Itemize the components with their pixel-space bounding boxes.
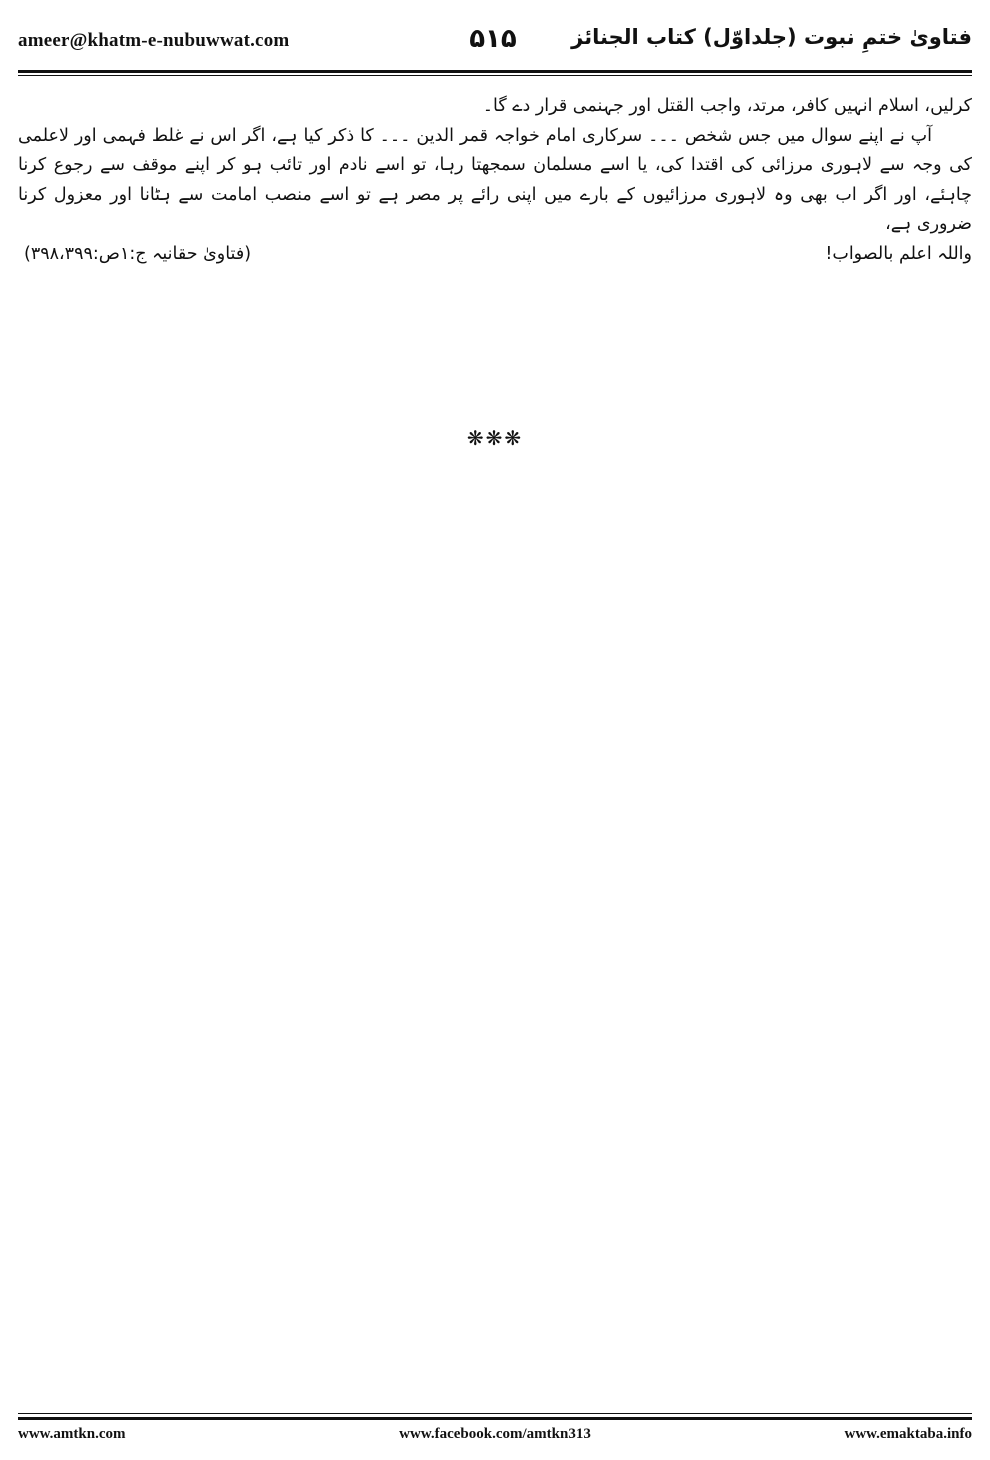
page-number: ۵۱۵ xyxy=(469,24,517,54)
footer-link-emaktaba[interactable]: www.emaktaba.info xyxy=(844,1426,972,1442)
header-rule-thick xyxy=(18,70,972,73)
footer-rule-thick xyxy=(18,1417,972,1420)
page-header xyxy=(18,22,972,68)
section-separator: ❋❋❋ xyxy=(466,426,524,450)
footer-link-facebook[interactable]: www.facebook.com/amtkn313 xyxy=(399,1426,591,1442)
header-email: ameer@khatm-e-nubuwwat.com xyxy=(18,30,290,51)
closing-phrase: واللہ اعلم بالصواب! xyxy=(825,243,972,264)
footer-link-amtkn[interactable]: www.amtkn.com xyxy=(18,1426,126,1442)
citation: (فتاویٰ حقانیہ ج:۱ص:۳۹۸،۳۹۹) xyxy=(24,243,252,264)
body-text xyxy=(18,92,972,269)
paragraph-1: کرلیں، اسلام انہیں کافر، مرتد، واجب القتل اور جہنمی قرار دے گا۔ xyxy=(482,96,972,116)
header-title: فتاویٰ ختمِ نبوت (جلداوّل) کتاب الجنائز xyxy=(571,25,972,49)
footer-rule-thin xyxy=(18,1413,972,1414)
header-rule-thin xyxy=(18,75,972,76)
paragraph-2: آپ نے اپنے سوال میں جس شخص ۔۔۔ سرکاری امام خواجہ قمر الدین ۔۔۔ کا ذکر کیا ہے، اگر اس نے غلط فہمی اور لاعلمی کی وجہ سے لاہوری مرزائی کی اقتدا کی، یا اسے مسلمان سمجھتا رہا، تو اسے نادم اور تائب ہو کر اپنے موقف سے رجوع کرنا چاہئے، اور اگر اب بھی وہ لاہوری مرزائیوں کے بارے میں اپنی رائے پر مصر ہے تو اسے منصب امامت سے ہٹانا اور معزول کرنا ضروری ہے، xyxy=(18,125,972,234)
closing-line xyxy=(18,240,972,270)
page-footer xyxy=(18,1426,972,1450)
